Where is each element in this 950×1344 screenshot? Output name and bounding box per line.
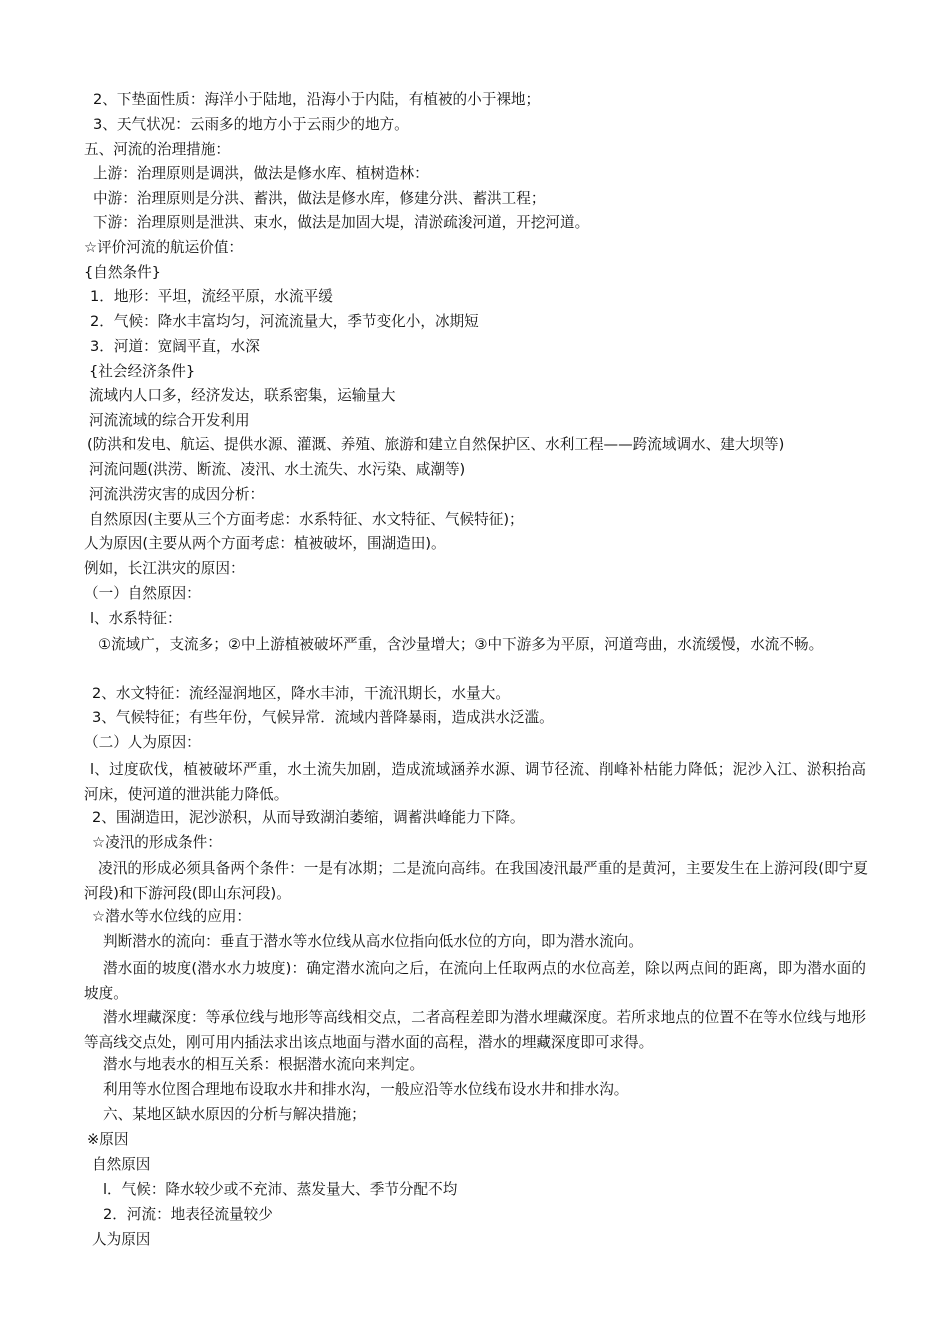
text-line: 流域内人口多，经济发达，联系密集，运输量大: [89, 387, 396, 404]
text-line: {自然条件}: [84, 264, 161, 281]
text-line: 2．气候：降水丰富均匀，河流流量大，季节变化小，冰期短: [90, 313, 479, 330]
text-line: （一）自然原因：: [84, 585, 201, 602]
text-line: 利用等水位图合理地布设取水井和排水沟，一般应沿等水位线布设水井和排水沟。: [103, 1081, 629, 1098]
text-line: 3．河道：宽阔平直，水深: [90, 338, 260, 355]
text-line: 河流问题(洪涝、断流、凌汛、水土流失、水污染、咸潮等): [89, 461, 466, 478]
text-line: 自然原因(主要从三个方面考虑：水系特征、水文特征、气候特征)；: [89, 511, 524, 528]
text-line: 潜水与地表水的相互关系：根据潜水流向来判定。: [103, 1056, 425, 1073]
section-heading: ☆潜水等水位线的应用：: [92, 908, 252, 925]
text-line: (防洪和发电、航运、提供水源、灌溉、养殖、旅游和建立自然保护区、水利工程——跨流域调水、建大坝等): [87, 436, 785, 453]
text-line: 2．河流：地表径流量较少: [103, 1206, 273, 1223]
section-heading: ☆凌汛的形成条件：: [92, 834, 222, 851]
text-line: 2、水文特征：流经湿润地区，降水丰沛，干流汛期长，水量大。: [92, 685, 510, 702]
text-line: 1．地形：平坦，流经平原，水流平缓: [90, 288, 333, 305]
text-line: {社会经济条件}: [89, 363, 196, 380]
text-line: l．气候：降水较少或不充沛、蒸发量大、季节分配不均: [103, 1181, 458, 1198]
text-line: 例如，长江洪灾的原因：: [84, 560, 245, 577]
text-line: 自然原因: [92, 1156, 151, 1173]
text-line: 判断潜水的流向：垂直于潜水等水位线从高水位指向低水位的方向，即为潜水流向。: [103, 933, 643, 950]
text-line: 人为原因(主要从两个方面考虑：植被破坏，围湖造田)。: [84, 535, 446, 552]
text-paragraph: 凌汛的形成必须具备两个条件：一是有冰期；二是流向高纬。在我国凌汛最严重的是黄河，主要发生在上游河段(即宁夏河段)和下游河段(即山东河段)。: [84, 860, 868, 902]
text-line: 中游：治理原则是分洪、蓄洪，做法是修水库，修建分洪、蓄洪工程；: [93, 190, 546, 207]
text-line: 2、下垫面性质：海洋小于陆地，沿海小于内陆，有植被的小于裸地；: [93, 91, 541, 108]
text-line: 河流洪涝灾害的成因分析：: [89, 486, 265, 503]
text-paragraph: ①流域广，支流多；②中上游植被破坏严重，含沙量增大；③中下游多为平原，河道弯曲，水流缓慢，水流不畅。: [98, 636, 824, 653]
text-line: 河流流域的综合开发利用: [89, 412, 250, 429]
text-line: （二）人为原因：: [84, 734, 201, 751]
text-line: 2、围湖造田，泥沙淤积，从而导致湖泊萎缩，调蓄洪峰能力下降。: [92, 809, 525, 826]
text-line: ※原因: [87, 1131, 129, 1148]
text-line: 3、天气状况：云雨多的地方小于云雨少的地方。: [93, 116, 409, 133]
text-paragraph: 潜水面的坡度(潜水水力坡度)：确定潜水流向之后，在流向上任取两点的水位高差，除以两点间的距离，即为潜水面的坡度。: [84, 960, 866, 1002]
section-heading: 六、某地区缺水原因的分析与解决措施；: [103, 1106, 366, 1123]
section-heading: 五、河流的治理措施：: [84, 141, 230, 158]
text-line: 下游：治理原则是泄洪、束水，做法是加固大堤，清淤疏浚河道，开挖河道。: [93, 214, 590, 231]
text-paragraph: l、过度砍伐，植被破坏严重，水土流失加剧，造成流域涵养水源、调节径流、削峰补枯能力降低；泥沙入江、淤积抬高河床，使河道的泄洪能力降低。: [84, 761, 866, 803]
text-line: l、水系特征：: [90, 610, 182, 627]
text-line: 人为原因: [92, 1231, 151, 1248]
text-line: 3、气候特征；有些年份，气候异常．流域内普降暴雨，造成洪水泛滥。: [92, 709, 554, 726]
text-paragraph: 潜水埋藏深度：等承位线与地形等高线相交点，二者高程差即为潜水埋藏深度。若所求地点的位置不在等水位线与地形等高线交点处，刚可用内插法求出该点地面与潜水面的高程，潜水的埋藏深度即可求得。: [84, 1009, 866, 1051]
text-line: 上游：治理原则是调洪，做法是修水库、植树造林：: [93, 165, 429, 182]
section-heading: ☆评价河流的航运价值：: [84, 239, 244, 256]
